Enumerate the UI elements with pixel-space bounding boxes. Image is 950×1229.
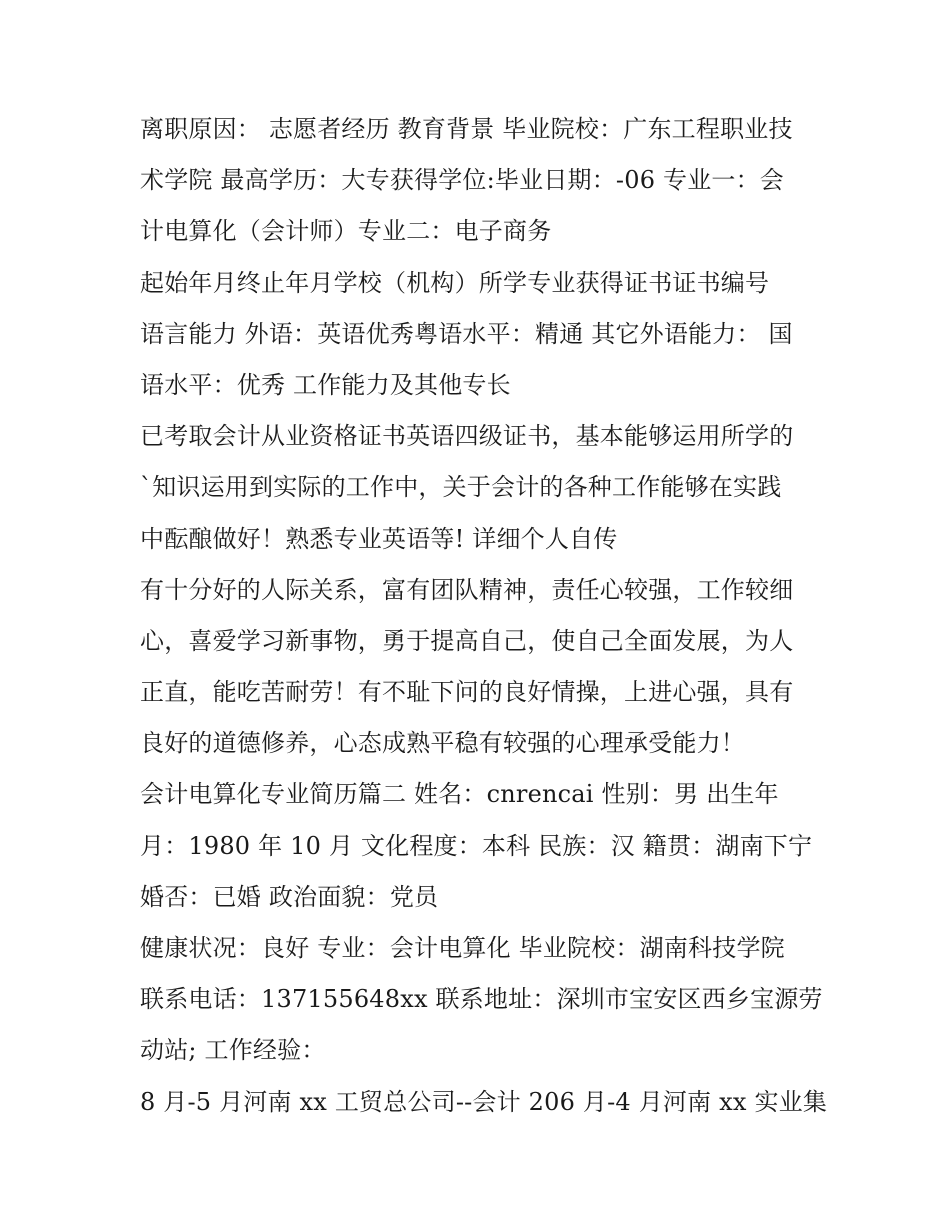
text-line: 术学院 最高学历：大专获得学位:毕业日期：-06 专业一：会 [140,166,784,195]
text-line: 8 月-5 月河南 xx 工贸总公司--会计 206 月-4 月河南 xx 实业集 [140,1087,828,1116]
text-line: 起始年月终止年月学校（机构）所学专业获得证书证书编号 [140,268,770,297]
text-line: 有十分好的人际关系，富有团队精神，责任心较强，工作较细 [140,575,794,604]
text-line: 语言能力 外语：英语优秀粤语水平：精通 其它外语能力： 国 [140,319,793,348]
text-line: 离职原因： 志愿者经历 教育背景 毕业院校：广东工程职业技 [140,115,793,143]
text-line: 健康状况：良好 专业：会计电算化 毕业院校：湖南科技学院 [140,934,785,962]
text-line: 婚否：已婚 政治面貌：党员 [140,882,439,911]
text-line: `知识运用到实际的工作中，关于会计的各种工作能够在实践 [140,473,782,502]
text-line: 语水平：优秀 工作能力及其他专长 [140,370,511,399]
text-line: 联系电话：137155648xx 联系地址：深圳市宝安区西乡宝源劳 [140,985,823,1014]
text-line: 动站; 工作经验： [140,1036,326,1065]
text-line: 良好的道德修养，心态成熟平稳有较强的心理承受能力！ [140,729,745,758]
document-body [140,104,828,1128]
text-line: 计电算化（会计师）专业二：电子商务 [140,217,552,246]
text-line: 会计电算化专业简历篇二 姓名：cnrencai 性别：男 出生年 [140,780,779,809]
text-line: 心，喜爱学习新事物，勇于提高自己，使自己全面发展，为人 [140,626,794,655]
text-line: 中酝酿做好！熟悉专业英语等! 详细个人自传 [140,524,618,553]
text-line: 正直，能吃苦耐劳！有不耻下问的良好情操，上进心强，具有 [140,678,794,707]
text-line: 已考取会计从业资格证书英语四级证书，基本能够运用所学的 [140,422,794,451]
text-line: 月：1980 年 10 月 文化程度：本科 民族：汉 籍贯：湖南下宁 [140,831,813,860]
